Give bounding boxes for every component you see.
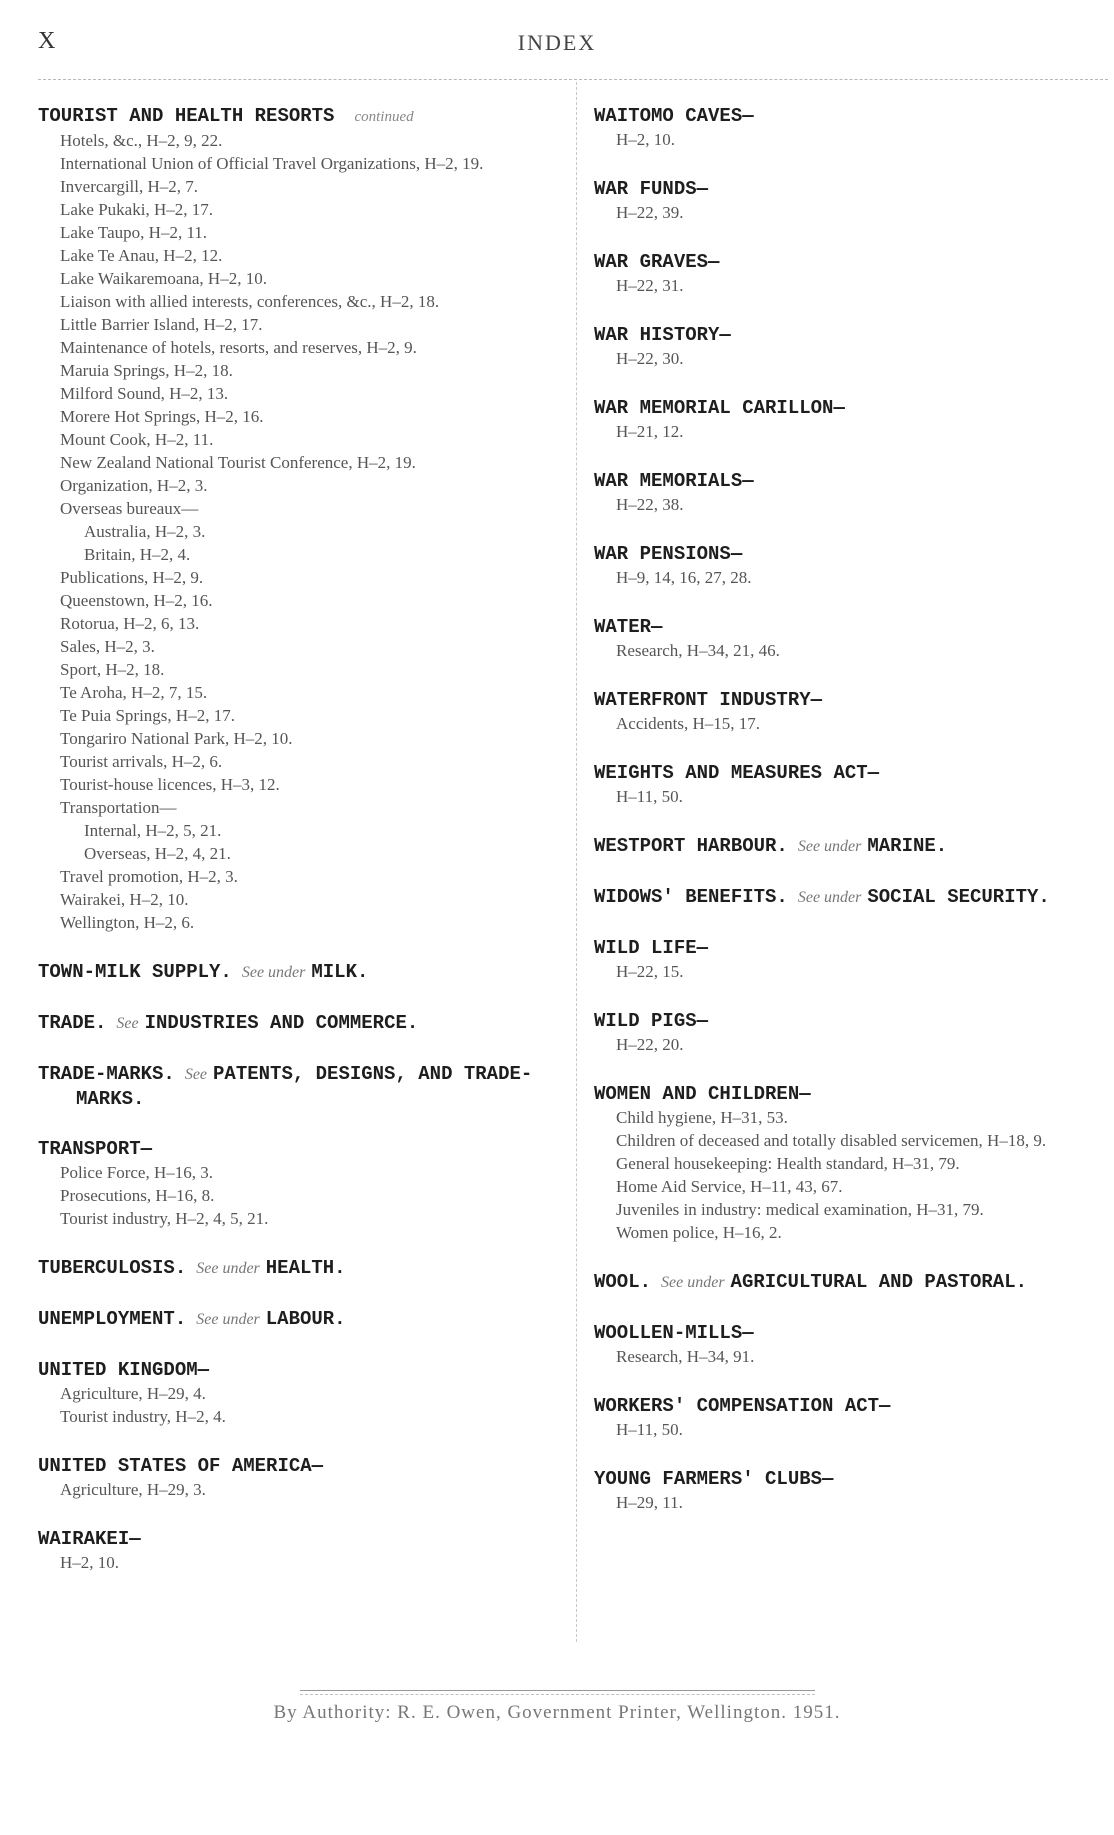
subentry: Prosecutions, H–16, 8.: [60, 1186, 215, 1205]
subentry: Sales, H–2, 3.: [60, 637, 155, 656]
subentry: H–22, 31.: [616, 276, 684, 295]
heading-text: TOWN-MILK SUPPLY.: [38, 961, 232, 983]
subentry: General housekeeping: Health standard, H–31, 79.: [616, 1154, 960, 1173]
index-entry-wool: [594, 1270, 1108, 1295]
subentry: Tourist industry, H–2, 4, 5, 21.: [60, 1209, 269, 1228]
subentry-list: [594, 960, 1108, 983]
subentry-list: [594, 1106, 1108, 1244]
entry-heading: [594, 104, 1108, 128]
subentry: Lake Pukaki, H–2, 17.: [60, 200, 213, 219]
subentry: Tourist arrivals, H–2, 6.: [60, 752, 223, 771]
subentry-list: [594, 493, 1108, 516]
subentry-list: [38, 1382, 558, 1428]
index-entry-wairakei: [38, 1527, 558, 1574]
see-reference-label: See under: [661, 1274, 725, 1291]
entry-heading: [594, 1082, 1108, 1106]
index-entry-waterfront-industry: [594, 688, 1108, 735]
subentry-list: [594, 201, 1108, 224]
index-entry-waitomo-caves: [594, 104, 1108, 151]
entry-heading: [38, 1454, 558, 1478]
subentry-list: [594, 566, 1108, 589]
heading-text: TUBERCULOSIS.: [38, 1257, 187, 1279]
subentry: Police Force, H–16, 3.: [60, 1163, 213, 1182]
index-entry-war-graves: [594, 250, 1108, 297]
subentry: Lake Taupo, H–2, 11.: [60, 223, 208, 242]
heading-text: WAR GRAVES—: [594, 251, 720, 273]
subentry: H–22, 39.: [616, 203, 684, 222]
heading-text: WAR PENSIONS—: [594, 543, 743, 565]
entry-heading: [38, 1527, 558, 1551]
heading-text: UNEMPLOYMENT.: [38, 1308, 187, 1330]
subentry: Milford Sound, H–2, 13.: [60, 384, 229, 403]
subentry: Little Barrier Island, H–2, 17.: [60, 315, 263, 334]
index-entry-women-and-children: [594, 1082, 1108, 1244]
see-reference-label: See: [116, 1015, 139, 1032]
subentry-list: [594, 639, 1108, 662]
subentry: Research, H–34, 21, 46.: [616, 641, 780, 660]
subentry-list: [594, 1345, 1108, 1368]
heading-text: WESTPORT HARBOUR.: [594, 835, 788, 857]
entry-heading: [594, 323, 1108, 347]
index-entry-war-memorial-carillon: [594, 396, 1108, 443]
continued-note: continued: [354, 109, 414, 125]
subentry: Te Puia Springs, H–2, 17.: [60, 706, 235, 725]
subentry: Internal, H–2, 5, 21.: [84, 821, 222, 840]
right-column: [594, 104, 1108, 1540]
subentry: Rotorua, H–2, 6, 13.: [60, 614, 200, 633]
index-entry-war-history: [594, 323, 1108, 370]
index-entry-war-funds: [594, 177, 1108, 224]
subentry: Women police, H–16, 2.: [616, 1223, 782, 1242]
subentry: Travel promotion, H–2, 3.: [60, 867, 238, 886]
see-reference-label: See under: [797, 889, 862, 906]
subentry: H–22, 20.: [616, 1035, 684, 1054]
entry-heading: [594, 177, 1108, 201]
subentry: Tourist-house licences, H–3, 12.: [60, 775, 280, 794]
heading-text: WATER—: [594, 616, 663, 638]
index-entry-transport: [38, 1137, 558, 1230]
heading-text: WAIRAKEI—: [38, 1528, 141, 1550]
index-entry-trade: [38, 1011, 558, 1036]
entry-heading: [594, 885, 1108, 910]
heading-text: WILD PIGS—: [594, 1010, 709, 1032]
subentry: Lake Waikaremoana, H–2, 10.: [60, 269, 267, 288]
entry-heading: [38, 960, 558, 985]
index-entry-westport-harbour: [594, 834, 1108, 859]
entry-heading: [38, 104, 558, 129]
index-entry-town-milk-supply: [38, 960, 558, 985]
subentry-list: [38, 129, 558, 934]
heading-text: YOUNG FARMERS' CLUBS—: [594, 1468, 834, 1490]
page-header: [0, 28, 1114, 68]
entry-heading: [594, 469, 1108, 493]
subentry: Lake Te Anau, H–2, 12.: [60, 246, 223, 265]
subentry: Overseas bureaux—: [60, 499, 199, 518]
page-title: INDEX: [517, 30, 597, 55]
subentry: H–21, 12.: [616, 422, 684, 441]
entry-heading: [38, 1358, 558, 1382]
entry-heading: [594, 936, 1108, 960]
entry-heading: [38, 1062, 558, 1111]
subentry-list: [594, 347, 1108, 370]
entry-heading: [38, 1137, 558, 1161]
subentry: Australia, H–2, 3.: [84, 522, 206, 541]
index-entry-trade-marks: [38, 1062, 558, 1111]
index-entry-weights-and-measures-act: [594, 761, 1108, 808]
heading-text: WAR MEMORIALS—: [594, 470, 754, 492]
subentry: Child hygiene, H–31, 53.: [616, 1108, 788, 1127]
entry-heading: [38, 1011, 558, 1036]
subentry: Children of deceased and totally disabled servicemen, H–18, 9.: [616, 1131, 1047, 1150]
heading-text: WOOLLEN-MILLS—: [594, 1322, 754, 1344]
header-rule: [38, 79, 1108, 80]
subentry: H–9, 14, 16, 27, 28.: [616, 568, 752, 587]
page-number: X: [38, 28, 56, 54]
heading-text: WAR HISTORY—: [594, 324, 731, 346]
entry-heading: [594, 688, 1108, 712]
cross-reference-target: MILK.: [311, 961, 369, 983]
entry-heading: [594, 1467, 1108, 1491]
entry-heading: [38, 1307, 558, 1332]
subentry: Queenstown, H–2, 16.: [60, 591, 213, 610]
subentry-list: [594, 1418, 1108, 1441]
cross-reference-target: MARINE.: [867, 835, 948, 857]
entry-heading: [594, 1270, 1108, 1295]
subentry: International Union of Official Travel Organizations, H–2, 19.: [60, 154, 484, 173]
subentry-list: [38, 1551, 558, 1574]
subentry: H–11, 50.: [616, 787, 683, 806]
subentry: H–11, 50.: [616, 1420, 683, 1439]
subentry: Publications, H–2, 9.: [60, 568, 204, 587]
heading-text: TRADE-MARKS.: [38, 1063, 175, 1085]
entry-heading: [594, 834, 1108, 859]
cross-reference-target: HEALTH.: [265, 1257, 346, 1279]
subentry-list: [594, 1033, 1108, 1056]
heading-text: UNITED STATES OF AMERICA—: [38, 1455, 324, 1477]
entry-heading: [594, 396, 1108, 420]
heading-text: TRANSPORT—: [38, 1138, 153, 1160]
index-entry-woollen-mills: [594, 1321, 1108, 1368]
subentry: H–2, 10.: [60, 1553, 120, 1572]
subentry: Maintenance of hotels, resorts, and reserves, H–2, 9.: [60, 338, 417, 357]
subentry: Liaison with allied interests, conferences, &c., H–2, 18.: [60, 292, 440, 311]
subentry: Transportation—: [60, 798, 177, 817]
cross-reference-target: LABOUR.: [265, 1308, 346, 1330]
heading-text: WIDOWS' BENEFITS.: [594, 886, 788, 908]
subentry: Accidents, H–15, 17.: [616, 714, 761, 733]
entry-heading: [594, 1321, 1108, 1345]
heading-text: UNITED KINGDOM—: [38, 1359, 210, 1381]
subentry-list: [594, 128, 1108, 151]
heading-text: WILD LIFE—: [594, 937, 709, 959]
cross-reference-target: PATENTS, DESIGNS, AND TRADE-MARKS.: [76, 1063, 533, 1110]
index-entry-workers-compensation-act: [594, 1394, 1108, 1441]
heading-text: WOMEN AND CHILDREN—: [594, 1083, 811, 1105]
cross-reference-target: AGRICULTURAL AND PASTORAL.: [730, 1271, 1027, 1293]
see-reference-label: See: [184, 1066, 208, 1083]
subentry: Agriculture, H–29, 3.: [60, 1480, 206, 1499]
index-entry-tuberculosis: [38, 1256, 558, 1281]
subentry: Invercargill, H–2, 7.: [60, 177, 199, 196]
index-entry-water: [594, 615, 1108, 662]
index-entry-war-pensions: [594, 542, 1108, 589]
cross-reference-target: SOCIAL SECURITY.: [867, 886, 1050, 908]
footer-imprint: By Authority: R. E. Owen, Government Printer, Wellington. 1951.: [273, 1702, 841, 1723]
index-entry-wild-pigs: [594, 1009, 1108, 1056]
see-reference-label: See under: [196, 1311, 260, 1328]
heading-text: TRADE.: [38, 1012, 107, 1034]
subentry: H–2, 10.: [616, 130, 676, 149]
footer-rule: [300, 1690, 815, 1691]
entry-heading: [594, 615, 1108, 639]
subentry: H–22, 30.: [616, 349, 684, 368]
subentry-list: [594, 420, 1108, 443]
subentry-list: [38, 1161, 558, 1230]
subentry: H–22, 15.: [616, 962, 684, 981]
subentry: Juveniles in industry: medical examination, H–31, 79.: [616, 1200, 984, 1219]
subentry: New Zealand National Tourist Conference, H–2, 19.: [60, 453, 416, 472]
subentry: H–29, 11.: [616, 1493, 683, 1512]
index-entry-unemployment: [38, 1307, 558, 1332]
subentry-list: [594, 712, 1108, 735]
heading-text: WATERFRONT INDUSTRY—: [594, 689, 823, 711]
entry-heading: [594, 1009, 1108, 1033]
entry-heading: [594, 542, 1108, 566]
entry-heading: [594, 761, 1108, 785]
subentry: Maruia Springs, H–2, 18.: [60, 361, 233, 380]
subentry: Tongariro National Park, H–2, 10.: [60, 729, 293, 748]
subentry: Sport, H–2, 18.: [60, 660, 165, 679]
footer-rule-dashed: [300, 1694, 815, 1695]
index-entry-young-farmers-clubs: [594, 1467, 1108, 1514]
see-reference-label: See under: [241, 964, 306, 981]
subentry: Home Aid Service, H–11, 43, 67.: [616, 1177, 843, 1196]
entry-heading: [594, 250, 1108, 274]
index-entry-tourist-and-health-resorts: [38, 104, 558, 934]
heading-text: WAITOMO CAVES—: [594, 105, 754, 127]
subentry: Morere Hot Springs, H–2, 16.: [60, 407, 264, 426]
subentry: Mount Cook, H–2, 11.: [60, 430, 214, 449]
heading-text: WOOL.: [594, 1271, 652, 1293]
subentry: Wellington, H–2, 6.: [60, 913, 195, 932]
subentry: Tourist industry, H–2, 4.: [60, 1407, 226, 1426]
see-reference-label: See under: [797, 838, 862, 855]
index-entry-widows-benefits: [594, 885, 1108, 910]
column-divider: [576, 82, 577, 1642]
subentry: Hotels, &c., H–2, 9, 22.: [60, 131, 223, 150]
entry-heading: [38, 1256, 558, 1281]
subentry: Britain, H–2, 4.: [84, 545, 191, 564]
index-entry-united-kingdom: [38, 1358, 558, 1428]
heading-text: WORKERS' COMPENSATION ACT—: [594, 1395, 891, 1417]
heading-text: WAR MEMORIAL CARILLON—: [594, 397, 845, 419]
subentry: Organization, H–2, 3.: [60, 476, 208, 495]
subentry: Research, H–34, 91.: [616, 1347, 755, 1366]
heading-text: WEIGHTS AND MEASURES ACT—: [594, 762, 880, 784]
cross-reference-target: INDUSTRIES AND COMMERCE.: [144, 1012, 419, 1034]
subentry: H–22, 38.: [616, 495, 684, 514]
index-entry-united-states-of-america: [38, 1454, 558, 1501]
entry-heading: [594, 1394, 1108, 1418]
subentry: Agriculture, H–29, 4.: [60, 1384, 206, 1403]
subentry: Overseas, H–2, 4, 21.: [84, 844, 231, 863]
index-entry-war-memorials: [594, 469, 1108, 516]
subentry: Te Aroha, H–2, 7, 15.: [60, 683, 208, 702]
index-entry-wild-life: [594, 936, 1108, 983]
heading-text: TOURIST AND HEALTH RESORTS: [38, 105, 335, 127]
subentry-list: [38, 1478, 558, 1501]
subentry-list: [594, 785, 1108, 808]
left-column: [38, 104, 558, 1600]
heading-text: WAR FUNDS—: [594, 178, 709, 200]
subentry-list: [594, 274, 1108, 297]
see-reference-label: See under: [196, 1260, 260, 1277]
subentry-list: [594, 1491, 1108, 1514]
subentry: Wairakei, H–2, 10.: [60, 890, 189, 909]
